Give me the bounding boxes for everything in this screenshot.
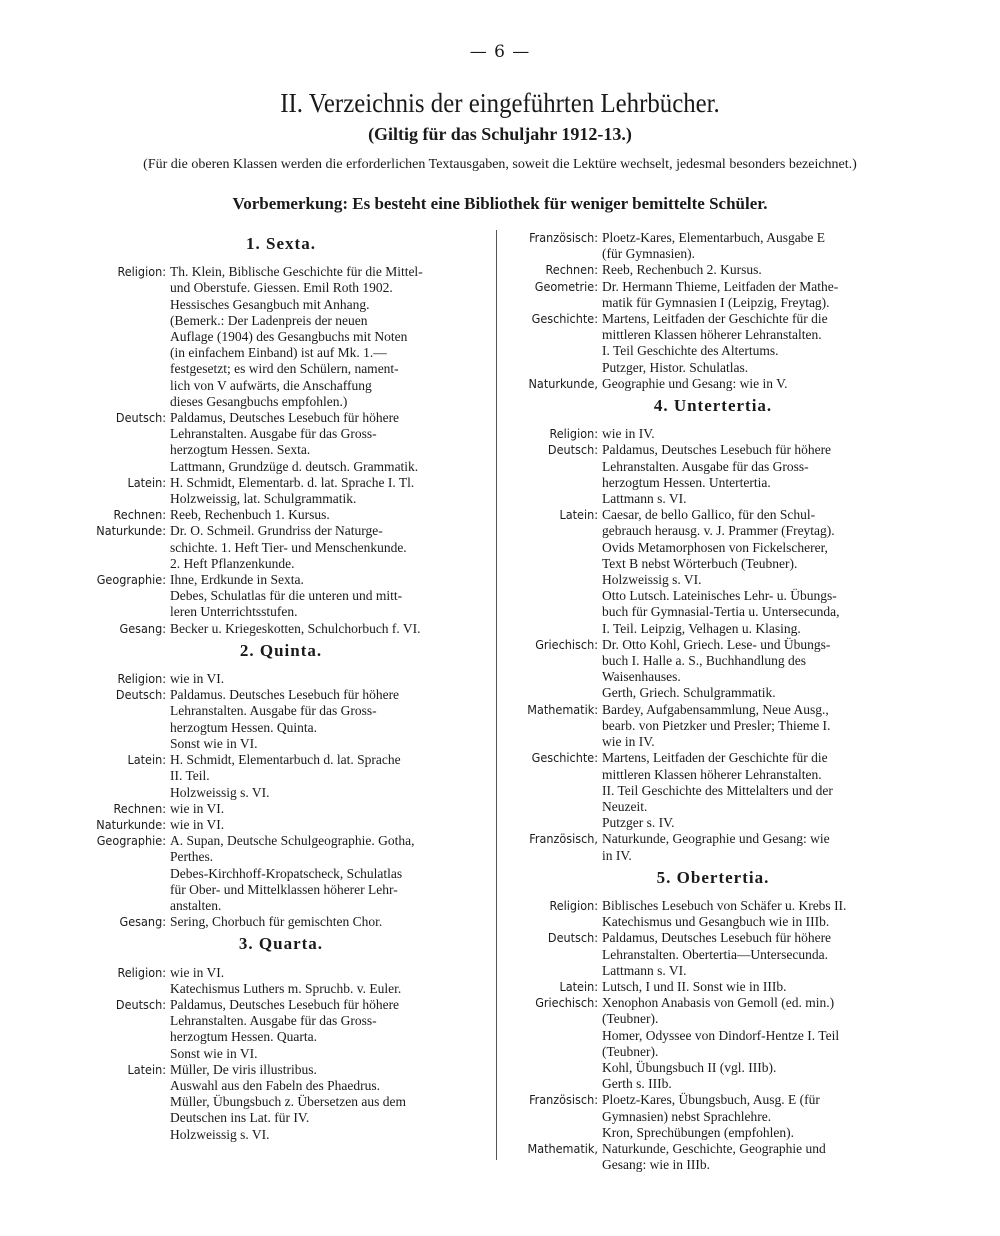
book-line: Text B nebst Wörterbuch (Teubner). — [602, 555, 798, 571]
subject-entry — [66, 523, 496, 572]
subject-entry — [508, 702, 918, 751]
subject-label: Geographie: — [96, 833, 166, 849]
subject-books — [602, 702, 918, 751]
subject-label: Religion: — [549, 426, 598, 442]
book-line: wie in VI. — [170, 671, 225, 687]
subject-entry — [66, 965, 496, 997]
subject-books — [170, 1062, 496, 1143]
subject-entry — [508, 279, 918, 311]
subject-label: Religion: — [117, 671, 166, 687]
book-line: Gymnasien) nebst Sprachlehre. — [602, 1108, 772, 1124]
book-line: Paldamus, Deutsches Lesebuch für höhere — [602, 442, 832, 458]
subject-label: Griechisch: — [535, 995, 598, 1011]
subject-entry — [66, 833, 496, 914]
book-line: Müller, Übungsbuch z. Übersetzen aus dem — [170, 1094, 407, 1110]
section-heading: 3. Quarta. — [238, 934, 324, 954]
book-line: Müller, De viris illustribus. — [170, 1061, 317, 1077]
book-line: für Ober- und Mittelklassen höherer Lehr- — [170, 881, 398, 897]
left-column — [66, 230, 496, 1143]
book-line: buch für Gymnasial-Tertia u. Untersecunda, — [602, 604, 840, 620]
page-subtitle: (Giltig für das Schuljahr 1912-13.) — [368, 124, 632, 144]
book-line: herzogtum Hessen. Quinta. — [170, 719, 317, 735]
subject-label: Gesang: — [119, 620, 166, 636]
book-line: Ovids Metamorphosen von Fickelscherer, — [602, 539, 828, 555]
book-line: Gerth s. IIIb. — [602, 1076, 672, 1092]
subject-books — [602, 750, 918, 831]
book-line: in IV. — [602, 847, 632, 863]
subject-books — [170, 410, 496, 475]
book-line: Xenophon Anabasis von Gemoll (ed. min.) — [602, 995, 835, 1011]
subject-books — [602, 507, 918, 637]
book-line: I. Teil. Leipzig, Velhagen u. Klasing. — [602, 620, 801, 636]
book-line: und Oberstufe. Giessen. Emil Roth 1902. — [170, 280, 393, 296]
book-line: II. Teil Geschichte des Mittelalters und der — [602, 782, 833, 798]
subject-label: Latein: — [559, 507, 598, 523]
subject-label: Mathematik: — [527, 701, 598, 717]
subject-label: Latein: — [127, 474, 166, 490]
subject-entry — [508, 898, 918, 930]
subject-books — [170, 687, 496, 752]
right-column — [508, 230, 918, 1173]
book-line: Ploetz-Kares, Übungsbuch, Ausg. E (für — [602, 1092, 820, 1108]
book-line: lich von V aufwärts, die Anschaffung — [170, 377, 372, 393]
book-line: Waisenhauses. — [602, 669, 681, 685]
subject-books — [170, 965, 496, 997]
column-divider — [496, 230, 497, 1160]
book-line: Katechismus und Gesangbuch wie in IIIb. — [602, 914, 830, 930]
book-line: Lehranstalten. Ausgabe für das Gross- — [170, 703, 377, 719]
subject-label: Geometrie: — [534, 278, 598, 294]
book-line: Katechismus Luthers m. Spruchb. v. Euler. — [170, 980, 402, 996]
book-line: herzogtum Hessen. Sexta. — [170, 442, 311, 458]
book-line: wie in IV. — [602, 426, 655, 442]
book-line: Biblisches Lesebuch von Schäfer u. Krebs II. — [602, 897, 847, 913]
subject-label: Griechisch: — [535, 636, 598, 652]
subject-books — [602, 426, 918, 442]
book-line: Kron, Sprechübungen (empfohlen). — [602, 1124, 794, 1140]
subject-entry — [508, 426, 918, 442]
subject-books — [170, 523, 496, 572]
book-line: (in einfachem Einband) ist auf Mk. 1.— — [170, 345, 387, 361]
book-line: matik für Gymnasien I (Leipzig, Freytag). — [602, 294, 830, 310]
book-line: Lattmann s. VI. — [602, 962, 687, 978]
book-line: festgesetzt; es wird den Schülern, nament- — [170, 361, 399, 377]
subject-label: Französisch, — [529, 831, 598, 847]
section-heading: 1. Sexta. — [246, 234, 316, 253]
book-line: gebrauch herausg. v. J. Prammer (Freytag). — [602, 523, 835, 539]
subject-entry — [66, 572, 496, 621]
subject-label: Deutsch: — [115, 410, 166, 426]
subject-entry — [508, 750, 918, 831]
book-line: Holzweissig s. VI. — [170, 1126, 270, 1142]
book-line: Debes-Kirchhoff-Kropatscheck, Schulatlas — [170, 865, 403, 881]
book-line: Dr. Otto Kohl, Griech. Lese- und Übungs- — [602, 636, 831, 652]
book-line: (Teubner). — [602, 1011, 659, 1027]
subject-entry — [66, 475, 496, 507]
subject-label: Naturkunde: — [96, 816, 166, 832]
book-line: (Teubner). — [602, 1043, 659, 1059]
book-line: II. Teil. — [170, 768, 210, 784]
subject-label: Rechnen: — [113, 800, 166, 816]
book-line: Martens, Leitfaden der Geschichte für die — [602, 311, 828, 327]
book-line: Paldamus, Deutsches Lesebuch für höhere — [170, 410, 400, 426]
subject-entry — [508, 230, 918, 262]
subject-label: Deutsch: — [547, 930, 598, 946]
subject-books — [602, 442, 918, 507]
book-line: dieses Gesangbuchs empfohlen.) — [170, 393, 348, 409]
book-line: Dr. O. Schmeil. Grundriss der Naturge- — [170, 523, 383, 539]
subject-label: Latein: — [127, 752, 166, 768]
book-line: Auswahl aus den Fabeln des Phaedrus. — [170, 1077, 380, 1093]
book-line: H. Schmidt, Elementarbuch d. lat. Sprache — [170, 752, 401, 768]
book-line: Putzger, Histor. Schulatlas. — [602, 359, 749, 375]
subject-books — [170, 997, 496, 1062]
book-line: H. Schmidt, Elementarb. d. lat. Sprache I. Tl. — [170, 474, 415, 490]
book-line: (für Gymnasien). — [602, 246, 695, 262]
subject-books — [602, 930, 918, 979]
book-line: Homer, Odyssee von Dindorf-Hentze I. Teil — [602, 1027, 840, 1043]
subject-entry — [508, 442, 918, 507]
subject-books — [602, 831, 918, 863]
subject-label: Religion: — [549, 897, 598, 913]
subject-label: Geschichte: — [531, 311, 598, 327]
book-line: Holzweissig s. VI. — [602, 572, 702, 588]
subject-entry — [66, 410, 496, 475]
subject-entry — [66, 507, 496, 523]
subject-books — [602, 376, 918, 392]
subject-entry — [508, 979, 918, 995]
subject-books — [170, 507, 496, 523]
book-line: Deutschen ins Lat. für IV. — [170, 1110, 310, 1126]
book-line: 2. Heft Pflanzenkunde. — [170, 555, 295, 571]
page-title: II. Verzeichnis der eingeführten Lehrbücher. — [280, 88, 720, 118]
book-line: Lattmann s. VI. — [602, 491, 687, 507]
book-line: mittleren Klassen höherer Lehranstalten. — [602, 327, 822, 343]
subject-entry — [66, 914, 496, 930]
book-line: Geographie und Gesang: wie in V. — [602, 375, 788, 391]
book-line: Paldamus, Deutsches Lesebuch für höhere — [170, 996, 400, 1012]
subject-books — [170, 817, 496, 833]
book-line: wie in VI. — [170, 964, 225, 980]
subject-books — [602, 979, 918, 995]
page-number: — 6 — — [469, 42, 531, 62]
subject-label: Deutsch: — [115, 996, 166, 1012]
book-line: herzogtum Hessen. Untertertia. — [602, 474, 771, 490]
subject-books — [602, 230, 918, 262]
subject-books — [602, 311, 918, 376]
subject-label: Deutsch: — [547, 442, 598, 458]
book-line: Becker u. Kriegeskotten, Schulchorbuch f. VI. — [170, 620, 421, 636]
book-line: Holzweissig s. VI. — [170, 784, 270, 800]
subject-entry — [508, 637, 918, 702]
subject-entry — [508, 376, 918, 392]
book-line: Reeb, Rechenbuch 1. Kursus. — [170, 507, 330, 523]
subject-books — [170, 914, 496, 930]
subject-label: Gesang: — [119, 914, 166, 930]
subject-entry — [66, 752, 496, 801]
book-line: Ploetz-Kares, Elementarbuch, Ausgabe E — [602, 230, 826, 245]
subject-label: Naturkunde: — [96, 523, 166, 539]
book-line: herzogtum Hessen. Quarta. — [170, 1029, 317, 1045]
book-line: buch I. Halle a. S., Buchhandlung des — [602, 653, 806, 669]
book-line: Lehranstalten. Obertertia—Untersecunda. — [602, 946, 829, 962]
book-line: Auflage (1904) des Gesangbuchs mit Noten — [170, 329, 408, 345]
book-line: leren Unterrichtsstufen. — [170, 604, 298, 620]
book-line: Holzweissig, lat. Schulgrammatik. — [170, 491, 357, 507]
book-line: wie in IV. — [602, 734, 655, 750]
subject-label: Rechnen: — [113, 507, 166, 523]
subject-label: Geschichte: — [531, 750, 598, 766]
book-line: mittleren Klassen höherer Lehranstalten. — [602, 766, 822, 782]
section-heading: 2. Quinta. — [239, 640, 323, 660]
subject-books — [170, 833, 496, 914]
subject-books — [602, 1092, 918, 1141]
subject-books — [602, 1141, 918, 1173]
book-line: wie in VI. — [170, 800, 225, 816]
subject-entry — [66, 687, 496, 752]
subject-label: Französisch: — [529, 1092, 598, 1108]
book-line: Perthes. — [170, 849, 214, 865]
book-line: Hessisches Gesangbuch mit Anhang. — [170, 296, 370, 312]
subject-books — [170, 671, 496, 687]
subject-entry — [66, 817, 496, 833]
book-line: Naturkunde, Geschichte, Geographie und — [602, 1140, 826, 1156]
subject-entry — [508, 930, 918, 979]
subject-entry — [508, 262, 918, 278]
subject-books — [170, 752, 496, 801]
book-line: schichte. 1. Heft Tier- und Menschenkunde. — [170, 539, 407, 555]
subject-entry — [66, 801, 496, 817]
book-line: Neuzeit. — [602, 798, 648, 814]
book-line: Caesar, de bello Gallico, für den Schul- — [602, 507, 816, 523]
book-line: Lehranstalten. Ausgabe für das Gross- — [170, 426, 377, 442]
subject-entry — [66, 997, 496, 1062]
preliminary-remark: Vorbemerkung: Es besteht eine Bibliothek für weniger bemittelte Schüler. — [232, 194, 768, 213]
book-line: wie in VI. — [170, 816, 225, 832]
subject-books — [170, 475, 496, 507]
intro-note: (Für die oberen Klassen werden die erforderlichen Textausgaben, soweit die Lektüre wechselt, jedesmal besonders bezeichnet.) — [143, 157, 857, 172]
subject-entry — [66, 264, 496, 410]
subject-label: Mathematik, — [527, 1140, 598, 1156]
subject-entry — [508, 995, 918, 1092]
book-line: Sering, Chorbuch für gemischten Chor. — [170, 914, 383, 930]
subject-entry — [508, 831, 918, 863]
subject-label: Religion: — [117, 264, 166, 280]
subject-books — [602, 995, 918, 1092]
book-line: Lehranstalten. Ausgabe für das Gross- — [602, 458, 809, 474]
subject-entry — [66, 621, 496, 637]
subject-label: Religion: — [117, 964, 166, 980]
section-heading: 4. Untertertia. — [653, 396, 773, 416]
subject-books — [170, 801, 496, 817]
book-line: Naturkunde, Geographie und Gesang: wie — [602, 831, 830, 847]
book-line: Martens, Leitfaden der Geschichte für die — [602, 750, 828, 766]
subject-label: Latein: — [127, 1061, 166, 1077]
book-line: Paldamus, Deutsches Lesebuch für höhere — [602, 930, 832, 946]
section-heading: 5. Obertertia. — [656, 867, 770, 887]
subject-books — [602, 262, 918, 278]
book-line: Dr. Hermann Thieme, Leitfaden der Mathe- — [602, 278, 839, 294]
subject-entry — [66, 671, 496, 687]
subject-label: Latein: — [559, 978, 598, 994]
book-line: Otto Lutsch. Lateinisches Lehr- u. Übungs- — [602, 588, 837, 604]
book-line: Bardey, Aufgabensammlung, Neue Ausg., — [602, 701, 829, 717]
subject-books — [602, 637, 918, 702]
subject-label: Geographie: — [96, 572, 166, 588]
book-line: Kohl, Übungsbuch II (vgl. IIIb). — [602, 1059, 777, 1075]
book-line: Reeb, Rechenbuch 2. Kursus. — [602, 262, 762, 278]
subject-books — [170, 621, 496, 637]
book-line: Lehranstalten. Ausgabe für das Gross- — [170, 1013, 377, 1029]
book-line: A. Supan, Deutsche Schulgeographie. Gotha, — [170, 833, 415, 849]
book-line: Gesang: wie in IIIb. — [602, 1157, 710, 1173]
book-line: (Bemerk.: Der Ladenpreis der neuen — [170, 312, 368, 328]
book-line: Gerth, Griech. Schulgrammatik. — [602, 685, 776, 701]
subject-label: Naturkunde, — [528, 375, 598, 391]
book-line: Putzger s. IV. — [602, 815, 675, 831]
subject-entry — [66, 1062, 496, 1143]
book-line: Lattmann, Grundzüge d. deutsch. Grammatik. — [170, 458, 419, 474]
subject-label: Deutsch: — [115, 687, 166, 703]
book-line: anstalten. — [170, 897, 222, 913]
book-line: Sonst wie in VI. — [170, 1045, 258, 1061]
book-line: Th. Klein, Biblische Geschichte für die Mittel- — [170, 264, 423, 280]
book-line: Sonst wie in VI. — [170, 735, 258, 751]
book-line: Debes, Schulatlas für die unteren und mitt- — [170, 588, 403, 604]
subject-books — [602, 898, 918, 930]
book-line: I. Teil Geschichte des Altertums. — [602, 343, 779, 359]
subject-entry — [508, 507, 918, 637]
subject-books — [602, 279, 918, 311]
subject-label: Rechnen: — [545, 262, 598, 278]
book-line: Lutsch, I und II. Sonst wie in IIIb. — [602, 978, 787, 994]
subject-books — [170, 264, 496, 410]
book-line: bearb. von Pietzker und Presler; Thieme I. — [602, 717, 831, 733]
subject-entry — [508, 1141, 918, 1173]
subject-entry — [508, 1092, 918, 1141]
book-line: Paldamus. Deutsches Lesebuch für höhere — [170, 687, 400, 703]
subject-entry — [508, 311, 918, 376]
subject-label: Französisch: — [529, 230, 598, 245]
subject-books — [170, 572, 496, 621]
book-line: Ihne, Erdkunde in Sexta. — [170, 572, 304, 588]
